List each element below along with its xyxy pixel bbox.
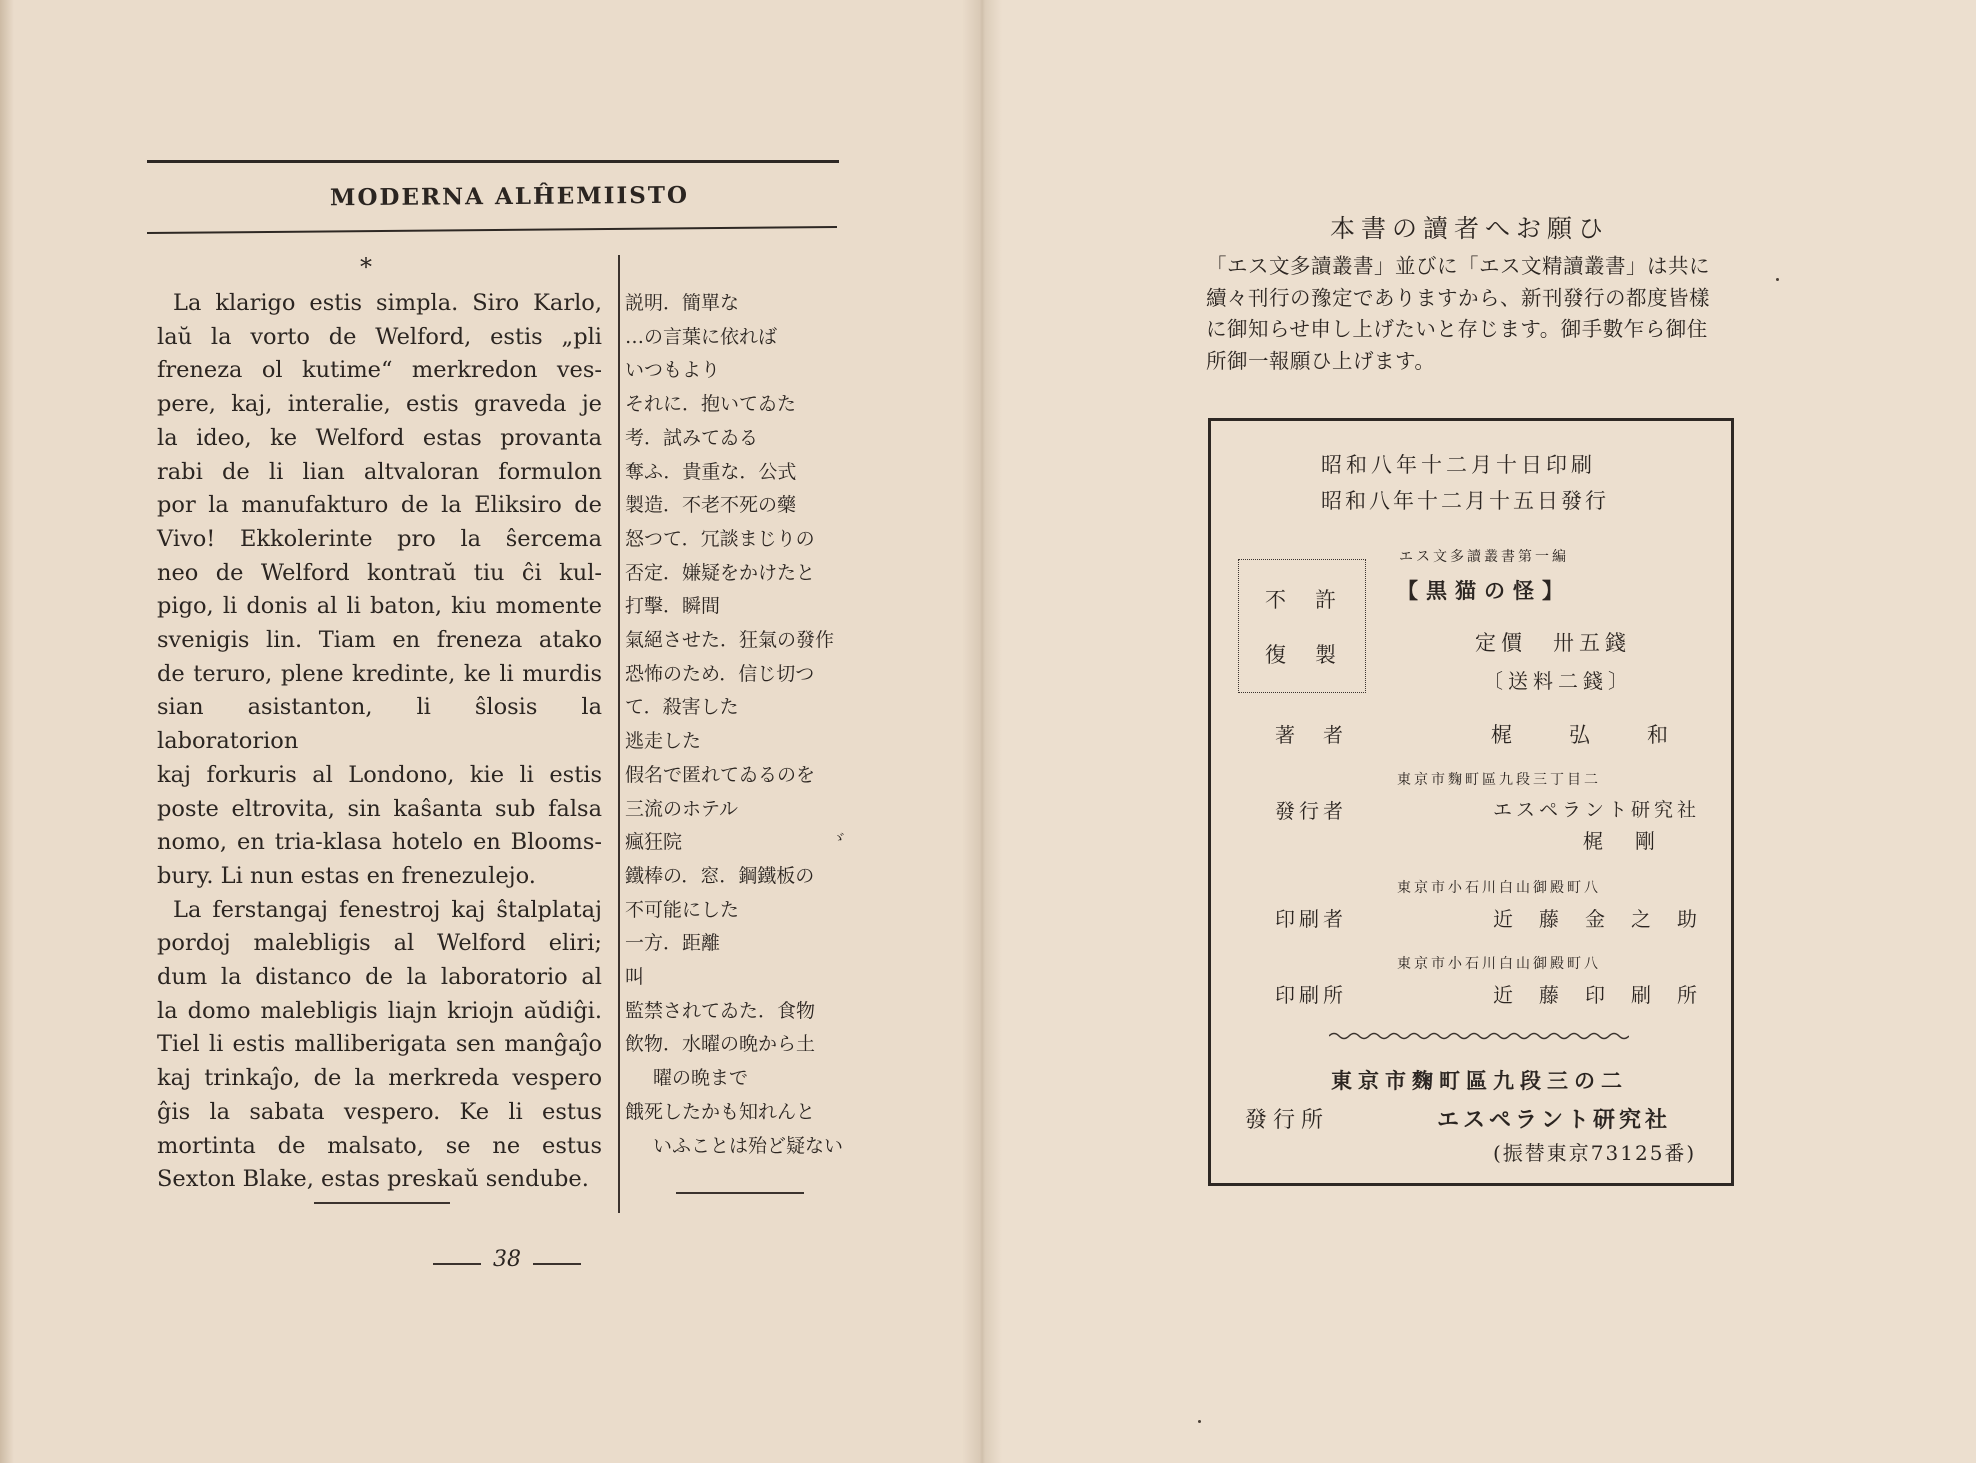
gloss-line: それに．抱いてゐた <box>625 393 797 416</box>
gloss-line: 一方．距離 <box>625 932 721 955</box>
price: 定價 卅五錢 <box>1475 631 1631 655</box>
no-reproduction-stamp <box>1238 559 1366 693</box>
text-line: pere, kaj, interalie, estis graveda je <box>157 391 602 418</box>
gloss-line: いふことは殆ど疑ない <box>653 1134 844 1157</box>
press-address: 東京市小石川白山御殿町八 <box>1397 956 1601 972</box>
gloss-line: 説明．簡單な <box>625 292 740 314</box>
paper-speck <box>1776 278 1779 281</box>
text-line: pordoj malebligis al Welford eliri; <box>157 930 602 957</box>
gloss-line: 氣絕させた．狂氣の發作 <box>625 629 835 652</box>
gloss-line: 瘋狂院 <box>625 831 683 854</box>
gloss-line: いつもより <box>625 359 721 382</box>
gloss-line: 考．試みてゐる <box>625 426 759 449</box>
press-name: 近 藤 印 刷 所 <box>1493 983 1700 1007</box>
gloss-line: 逃走した <box>625 730 702 753</box>
text-line: kaj trinkaĵo, de la merkreda vespero <box>157 1065 602 1092</box>
printer-name: 近 藤 金 之 助 <box>1493 907 1700 931</box>
notice-body <box>1206 251 1736 377</box>
text-line: Vivo! Ekkolerinte pro la ŝercema <box>157 525 602 552</box>
gloss-line: 打擊．瞬間 <box>625 595 721 618</box>
gloss-line: 否定．嫌疑をかけたと <box>625 561 816 584</box>
text-line: ĝis la sabata vespero. Ke li estus <box>157 1098 602 1125</box>
gloss-line: 怒つて．冗談まじりの <box>625 527 815 550</box>
gloss-line: 鐵棒の．窓．鋼鐵板の <box>625 864 815 887</box>
gloss-mark: ゞ <box>832 831 846 847</box>
text-line: kaj forkuris al Londono, kie li estis <box>157 761 602 788</box>
text-line: La klarigo estis simpla. Siro Karlo, <box>173 290 602 316</box>
gloss-line: 製造．不老不死の藥 <box>625 494 797 517</box>
japanese-glosses <box>625 287 855 1163</box>
colophon-box <box>1208 418 1734 1186</box>
text-line: Tiel li estis malliberigata sen manĝaĵo <box>157 1031 602 1058</box>
gloss-line: て．殺害した <box>625 696 739 719</box>
gloss-line: 餓死したかも知れんと <box>625 1100 816 1123</box>
author-label: 著 者 <box>1275 723 1347 747</box>
text-line: la domo malebligis liajn kriojn aŭdiĝi. <box>157 997 602 1024</box>
gloss-line: 曜の晩まで <box>653 1067 749 1090</box>
notice-title: 本書の讀者へお願ひ <box>1330 214 1610 243</box>
paper-speck <box>1198 1420 1201 1423</box>
gloss-line: …の言葉に依れば <box>625 325 778 348</box>
folio-dash-right <box>533 1263 581 1265</box>
stamp-line-1: 不 許 <box>1265 588 1340 612</box>
running-head: MODERNA ALĤEMIISTO <box>329 181 690 212</box>
text-line: La ferstangaj fenestroj kaj ŝtalplataj <box>173 896 602 923</box>
text-line: mortinta de malsato, se ne estus <box>157 1132 602 1159</box>
postage: 〔送料二錢〕 <box>1483 669 1633 693</box>
printer-address: 東京市小石川白山御殿町八 <box>1397 880 1601 896</box>
wavy-divider <box>1329 1031 1629 1041</box>
office-address: 東京市麴町區九段三の二 <box>1331 1068 1628 1093</box>
text-line: neo de Welford kontraŭ tiu ĉi kul- <box>157 559 602 586</box>
notice-line: 續々刊行の豫定でありますから、新刊發行の都度皆樣 <box>1206 285 1710 310</box>
print-date: 昭和八年十二月十日印刷 <box>1321 453 1596 477</box>
page-number: 38 <box>493 1247 521 1272</box>
gloss-end-rule <box>676 1192 804 1194</box>
book-title: 【黒猫の怪】 <box>1397 578 1571 603</box>
text-line: Sexton Blake, estas preskaŭ sendube. <box>157 1166 589 1193</box>
folio-dash-left <box>433 1263 481 1265</box>
text-line: la ideo, ke Welford estas provanta <box>157 424 602 451</box>
text-line: rabi de li lian altvaloran formulon <box>157 458 602 485</box>
esperanto-text <box>157 287 602 1197</box>
notice-line: 所御一報願ひ上げます。 <box>1206 348 1436 373</box>
publish-date: 昭和八年十二月十五日發行 <box>1321 489 1609 513</box>
office-name: エスペラント研究社 <box>1437 1107 1672 1133</box>
text-line: de teruro, plene kredinte, ke li murdis <box>157 660 602 687</box>
stamp-line-2: 復 製 <box>1265 643 1340 667</box>
gloss-line: 恐怖のため．信じ切つ <box>625 662 815 685</box>
section-asterisk: * <box>360 253 372 281</box>
text-line: dum la distanco de la laboratorio al <box>157 964 602 991</box>
text-line: nomo, en tria-klasa hotelo en Blooms- <box>157 829 602 856</box>
publisher-label: 發行者 <box>1275 799 1347 823</box>
gloss-line: 叫 <box>625 966 645 989</box>
header-top-rule <box>147 160 839 163</box>
text-line: por la manufakturo de la Eliksiro de <box>157 492 602 519</box>
gloss-line: 監禁されてゐた．食物 <box>625 999 816 1022</box>
author-name: 梶 弘 和 <box>1491 723 1673 747</box>
page-edge-shadow <box>0 0 14 1463</box>
gloss-line: 奪ふ．貴重な．公式 <box>625 460 797 483</box>
gloss-line: 三流のホテル <box>625 797 739 820</box>
text-line: pigo, li donis al li baton, kiu momente <box>157 593 602 620</box>
office-label: 發行所 <box>1245 1108 1330 1133</box>
series-label: エス文多讀叢書第一編 <box>1399 549 1569 565</box>
press-label: 印刷所 <box>1275 983 1347 1007</box>
publisher-org: エスペラント研究社 <box>1493 799 1701 821</box>
text-line: freneza ol kutime“ merkredon ves- <box>157 357 602 384</box>
text-line: sian asistanton, li ŝlosis la laboratorion <box>157 694 602 755</box>
gloss-line: 不可能にした <box>625 898 740 921</box>
text-line: poste eltrovita, sin kaŝanta sub falsa <box>157 795 602 822</box>
column-divider <box>618 255 620 1213</box>
publisher-address: 東京市麴町區九段三丁目二 <box>1397 772 1601 788</box>
gloss-line: 飲物．水曜の晩から土 <box>625 1033 816 1056</box>
book-gutter <box>962 0 1002 1463</box>
publisher-person: 梶 剛 <box>1583 829 1661 853</box>
text-line: svenigis lin. Tiam en freneza atako <box>157 627 602 654</box>
gloss-line: 假名で匿れてゐるのを <box>625 763 816 786</box>
text-line: bury. Li nun estas en frenezulejo. <box>157 862 536 889</box>
text-line: laŭ la vorto de Welford, estis „pli <box>157 323 602 350</box>
notice-line: に御知らせ申し上げたいと存じます。御手數乍ら御住 <box>1206 317 1708 341</box>
printer-label: 印刷者 <box>1275 907 1347 931</box>
text-end-rule <box>314 1202 450 1204</box>
transfer-account: (振替東京73125番) <box>1493 1141 1697 1165</box>
notice-line: 「エス文多讀叢書」並びに「エス文精讀叢書」は共に <box>1206 254 1710 278</box>
